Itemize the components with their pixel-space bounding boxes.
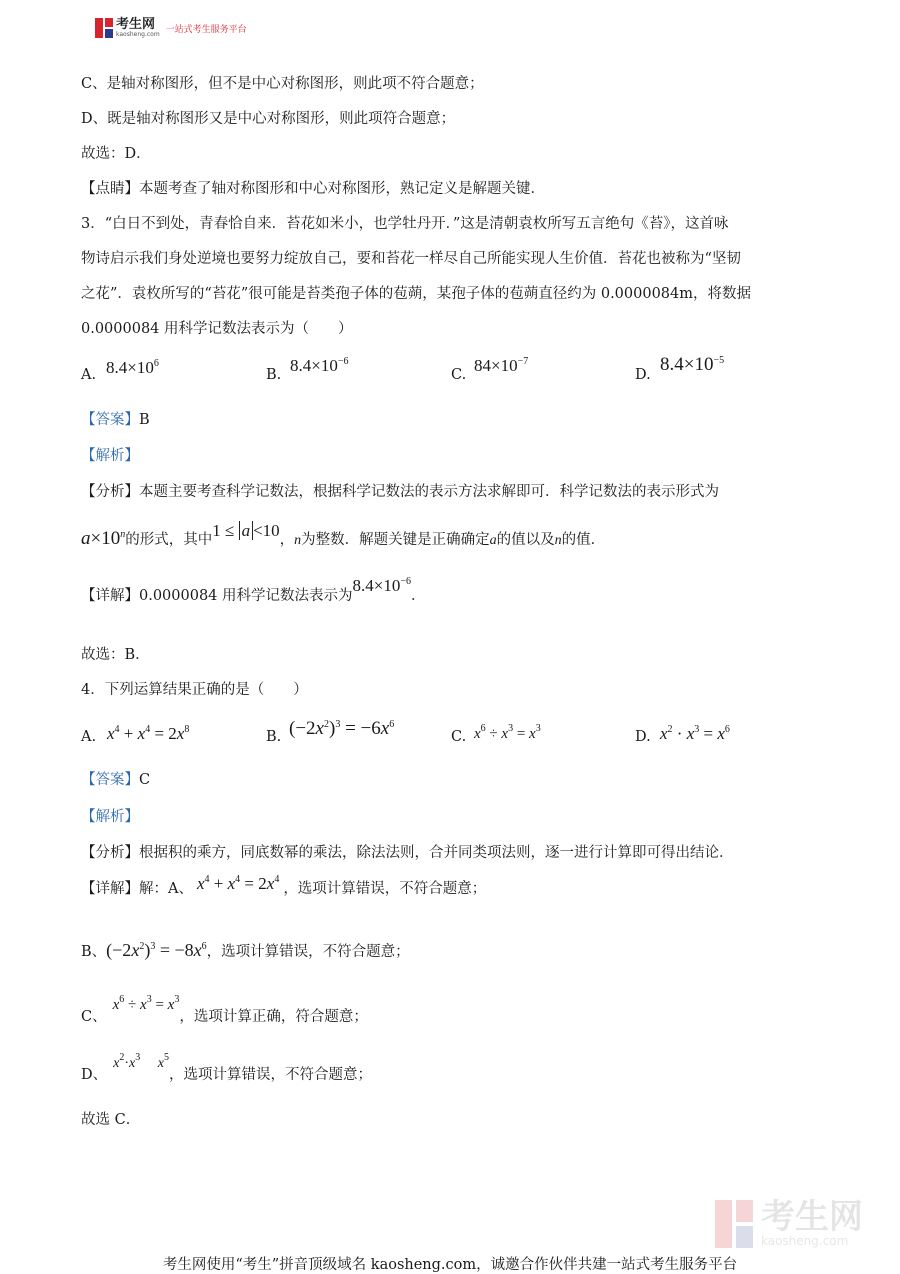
footer-text: 考生网使用“考生”拼音顶级域名 kaosheng.com，诚邀合作伙伴共建一站式考生服务平台 xyxy=(162,1257,738,1273)
logo-sub: kaosheng.com xyxy=(116,30,160,38)
q3-stem-4: 0.0000084 用科学记数法表示为（ ） xyxy=(81,321,353,337)
q2-line-d: D、既是轴对称图形又是中心对称图形，则此项符合题意； xyxy=(81,111,456,127)
watermark-text: 考生网 xyxy=(761,1197,863,1237)
watermark-logo xyxy=(715,1197,863,1248)
q3-fenxi: 【分析】本题主要考查科学记数法，根据科学记数法的表示方法求解即可．科学记数法的表示形式为 xyxy=(81,484,719,500)
q4-option-a: A. xyxy=(81,729,97,745)
q4-answer: 【答案】C xyxy=(81,772,151,788)
q4-option-c: C. xyxy=(451,729,467,745)
logo-icon xyxy=(95,18,113,38)
logo-text: 考生网 xyxy=(116,16,156,32)
q2-choose: 故选：D． xyxy=(81,146,151,162)
q3-option-b: B. xyxy=(266,367,282,383)
q4-fenxi: 【分析】根据积的乘方，同底数幂的乘法，除法法则，合并同类项法则，逐一进行计算即可得出结论． xyxy=(81,845,734,861)
q3-option-a: A. xyxy=(81,367,97,383)
q4-option-d: D. xyxy=(635,729,651,745)
q4-option-c-expr: $x^6 \div x^3 = x^3$ xyxy=(474,723,541,742)
q3-analysis-tag: 【解析】 xyxy=(81,448,139,464)
q3-answer: 【答案】B xyxy=(81,412,150,428)
q4-detail-d: D、 $x^2\cdot x^3$ $x^5$ ，选项计算错误，不符合题意； xyxy=(81,1052,372,1083)
q3-stem-3: 之花”．袁枚所写的“苔花”很可能是苔类孢子体的苞蒴，某孢子体的苞蒴直径约为 0.0000084m，将数据 xyxy=(81,286,752,302)
q3-form-line: $a\times 10^n$ 的形式，其中 1 ≤ a <10 ， n 为整数．解题关键是正确确定 a 的值以及 n 的值． xyxy=(81,521,606,549)
q3-option-b-expr: $8.4\times 10^{-6}$ xyxy=(290,356,349,375)
header-slogan: 一站式考生服务平台 xyxy=(165,24,247,35)
q3-option-c-expr: $84\times 10^{-7}$ xyxy=(474,356,529,375)
q4-option-b: B. xyxy=(266,729,282,745)
q3-stem-2: 物诗启示我们身处逆境也要努力绽放自己，要和苔花一样尽自己所能实现人生价值．苔花也被称为“坚韧 xyxy=(81,251,741,267)
watermark-sub: kaosheng.com xyxy=(761,1234,849,1248)
q3-choose: 故选：B． xyxy=(81,647,150,663)
watermark-icon xyxy=(715,1200,755,1248)
q3-option-d: D. xyxy=(635,367,651,383)
q4-detail-c: C、 $x^6 \div x^3 = x^3$ ，选项计算正确，符合题意； xyxy=(81,994,368,1025)
q3-option-d-expr: $8.4\times 10^{-5}$ xyxy=(660,354,725,375)
q4-option-d-expr: $x^2 \cdot x^3 = x^6$ xyxy=(660,724,730,743)
q3-option-a-expr: $8.4\times 10^6$ xyxy=(106,358,159,377)
q4-detail-b: B、 $(-2x^2)^3 = -8x^6$ ，选项计算错误，不符合题意； xyxy=(81,940,410,960)
q2-line-c: C、是轴对称图形，但不是中心对称图形，则此项不符合题意； xyxy=(81,76,484,92)
q4-analysis-tag: 【解析】 xyxy=(81,809,139,825)
q3-detail: 【详解】0.0000084 用科学记数法表示为 $8.4\times 10^{-6}$ ． xyxy=(81,576,426,604)
q4-stem: 4．下列运算结果正确的是（ ） xyxy=(81,682,308,698)
q3-stem-1: 3．“白日不到处，青春恰自来．苔花如米小，也学牡丹开．”这是清朝袁枚所写五言绝句《苔》，这首咏 xyxy=(81,216,729,232)
q3-option-c: C. xyxy=(451,367,467,383)
site-logo xyxy=(95,17,247,39)
q4-option-b-expr: $(-2x^2)^3 = -6x^6$ xyxy=(289,718,395,739)
q2-dianjing: 【点睛】本题考查了轴对称图形和中心对称图形，熟记定义是解题关键． xyxy=(81,181,545,197)
q4-choose: 故选 C． xyxy=(81,1112,141,1128)
q4-option-a-expr: $x^4 + x^4 = 2x^8$ xyxy=(107,724,190,743)
q4-detail-a: 【详解】解：A、 $x^4 + x^4 = 2x^4$ ，选项计算错误，不符合题意； xyxy=(81,874,487,897)
